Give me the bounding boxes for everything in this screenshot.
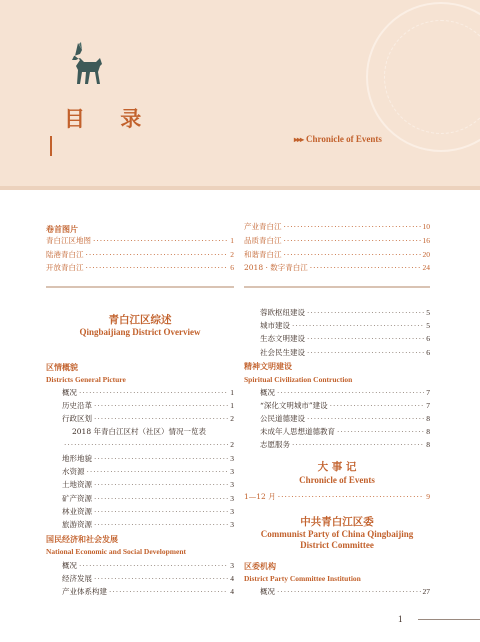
- header-subtitle-text: Chronicle of Events: [306, 134, 382, 144]
- toc-entry[interactable]: 林业资源 ····· 3: [62, 507, 234, 517]
- events-title-en: Chronicle of Events: [299, 475, 375, 485]
- toc-entry[interactable]: 和谐青白江 ····· 20: [244, 250, 430, 260]
- toc-entry[interactable]: 生态文明建设 ····· 6: [260, 334, 430, 344]
- toc-entry[interactable]: 2018 · 数字青白江 ····· 24: [244, 263, 430, 273]
- page-number: 1: [398, 614, 403, 624]
- party-title-en-line-1: Communist Party of China Qingbaijing: [260, 529, 414, 539]
- toc-entry[interactable]: 产业青白江 ····· 10: [244, 222, 430, 232]
- front-pictures-heading: 卷首图片: [46, 224, 78, 234]
- section-divider: [244, 286, 430, 288]
- toc-entry[interactable]: “深化文明城市”建设 ····· 7: [260, 401, 430, 411]
- districts-heading-cn: 区情概貌: [46, 362, 78, 372]
- toc-entry[interactable]: 1—12 月 ····· 9: [244, 492, 430, 502]
- toc-entry[interactable]: 矿产资源 ····· 3: [62, 494, 234, 504]
- toc-entry[interactable]: 概况 ····· 27: [260, 587, 430, 597]
- toc-entry[interactable]: 社会民生建设 ····· 6: [260, 348, 430, 358]
- districts-heading-en: Districts General Picture: [46, 375, 126, 384]
- toc-entry[interactable]: 开放青白江 ····· 6: [46, 263, 234, 273]
- toc-entry-line-2[interactable]: ····· 2: [62, 440, 234, 450]
- section-divider: [46, 286, 234, 288]
- title-accent-rule: [50, 136, 52, 156]
- toc-entry[interactable]: 产业体系构建 ····· 4: [62, 587, 234, 597]
- toc-entry[interactable]: 土地资源 ····· 3: [62, 480, 234, 490]
- overview-title-en: Qingbaijiang District Overview: [79, 327, 201, 337]
- economy-heading-cn: 国民经济和社会发展: [46, 534, 118, 544]
- header-banner: [0, 0, 480, 186]
- toc-entry[interactable]: 蓉欧枢纽建设 ····· 5: [260, 308, 430, 318]
- toc-entry[interactable]: 概况 ····· 7: [260, 388, 430, 398]
- economy-heading-en: National Economic and Social Development: [46, 547, 186, 556]
- spiritual-heading-en: Spiritual Civilization Contruction: [244, 375, 353, 384]
- bronze-horse-icon: [60, 38, 110, 88]
- overview-title-cn: 青白江区综述: [108, 314, 172, 326]
- toc-entry[interactable]: 青白江区地图 ····· 1: [46, 236, 234, 246]
- banner-edge: [0, 186, 480, 190]
- party-institution-heading-en: District Party Committee Institution: [244, 574, 361, 583]
- toc-entry[interactable]: 概况 ····· 3: [62, 561, 234, 571]
- page-title: 目 录: [64, 106, 156, 131]
- party-institution-heading-cn: 区委机构: [244, 561, 276, 571]
- toc-entry[interactable]: 品质青白江 ····· 16: [244, 236, 430, 246]
- spiritual-heading-cn: 精神文明建设: [244, 361, 292, 371]
- toc-entry[interactable]: 公民道德建设 ····· 8: [260, 414, 430, 424]
- toc-entry[interactable]: 水资源 ····· 3: [62, 467, 234, 477]
- toc-entry[interactable]: 经济发展 ····· 4: [62, 574, 234, 584]
- triple-arrow-icon: ▸▸▸: [294, 135, 304, 144]
- toc-entry[interactable]: 历史沿革 ····· 1: [62, 401, 234, 411]
- toc-entry[interactable]: 志愿服务 ····· 8: [260, 440, 430, 450]
- party-title-en-line-2: District Committee: [300, 540, 374, 550]
- events-title-cn: 大 事 记: [317, 461, 357, 473]
- toc-entry[interactable]: 旅游资源 ····· 3: [62, 520, 234, 530]
- party-title-cn: 中共青白江区委: [300, 516, 374, 528]
- toc-entry[interactable]: 地形地貌 ····· 3: [62, 454, 234, 464]
- toc-entry-line-1[interactable]: 2018 年青白江区村（社区）情况一览表: [72, 427, 206, 436]
- toc-entry[interactable]: 未成年人思想道德教育 ····· 8: [260, 427, 430, 437]
- footer-rule: [418, 619, 480, 620]
- toc-entry[interactable]: 行政区划 ····· 2: [62, 414, 234, 424]
- toc-entry[interactable]: 陆港青白江 ····· 2: [46, 250, 234, 260]
- header-subtitle: [294, 134, 382, 144]
- toc-entry[interactable]: 城市建设 ····· 5: [260, 321, 430, 331]
- toc-entry[interactable]: 概况 ····· 1: [62, 388, 234, 398]
